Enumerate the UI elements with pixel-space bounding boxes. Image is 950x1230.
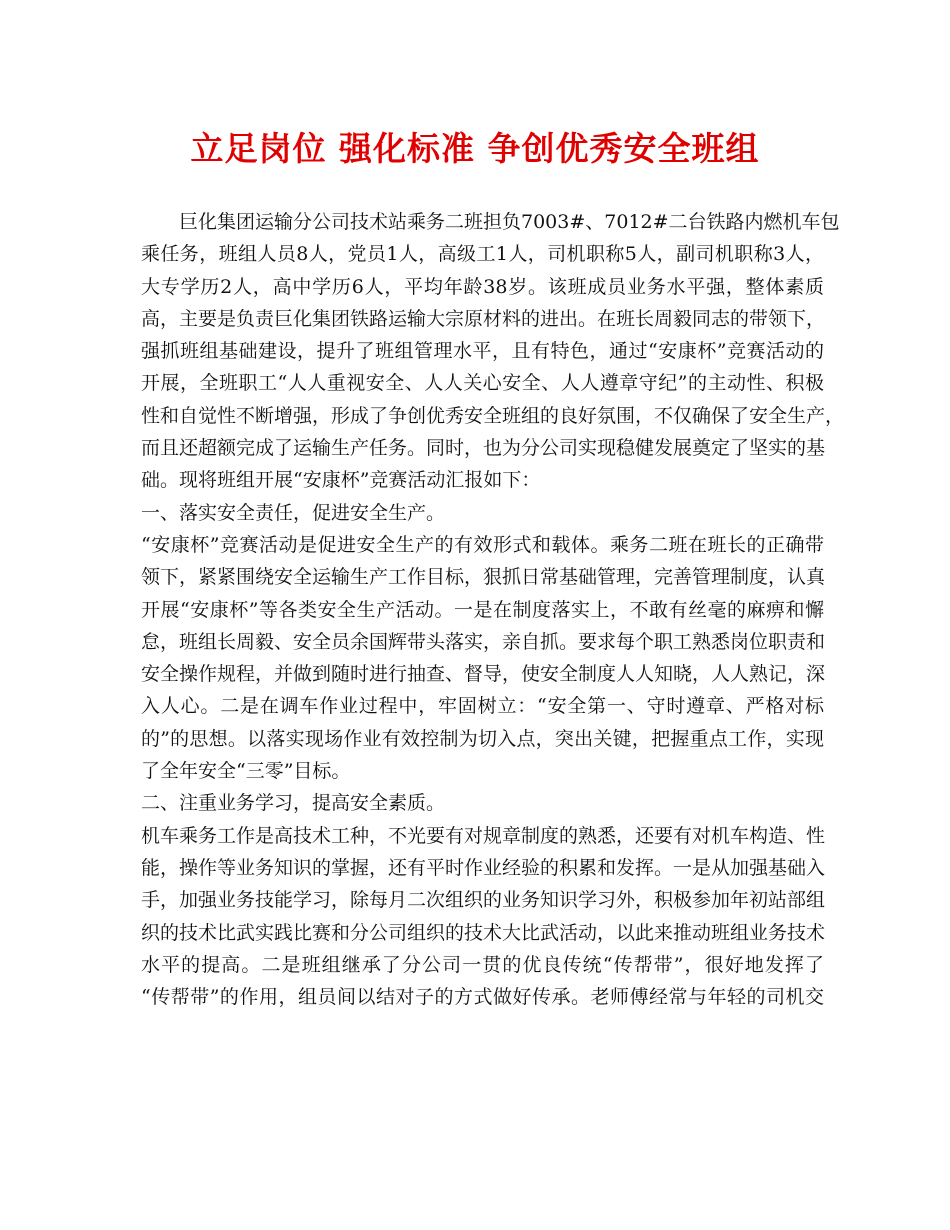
document-body <box>141 206 845 1013</box>
paragraph-line: 水平的提高。二是班组继承了分公司一贯的优良传统“传帮带”，很好地发挥了 <box>141 953 824 976</box>
paragraph-line: 安全操作规程，并做到随时进行抽查、督导，使安全制度人人知晓，人人熟记，深 <box>141 663 826 686</box>
paragraph-line: 怠，班组长周毅、安全员余国辉带头落实，亲自抓。要求每个职工熟悉岗位职责和 <box>141 630 826 653</box>
paragraph-line: 机车乘务工作是高技术工种，不光要有对规章制度的熟悉，还要有对机车构造、性 <box>141 824 826 847</box>
paragraph-line: 高，主要是负责巨化集团铁路运输大宗原材料的进出。在班长周毅同志的带领下， <box>141 307 826 330</box>
paragraph-line: 织的技术比武实践比赛和分公司组织的技术大比武活动，以此来推动班组业务技术 <box>141 921 826 944</box>
paragraph-line: 领下，紧紧围绕安全运输生产工作目标，狠抓日常基础管理，完善管理制度，认真 <box>141 566 826 589</box>
paragraph-line: 础。现将班组开展“安康杯”竞赛活动汇报如下： <box>141 469 541 492</box>
paragraph-line: 巨化集团运输分公司技术站乘务二班担负7003#、7012#二台铁路内燃机车包 <box>179 211 840 233</box>
paragraph-line: 的”的思想。以落实现场作业有效控制为切入点，突出关键，把握重点工作，实现 <box>141 727 824 750</box>
paragraph-line: 强抓班组基础建设，提升了班组管理水平，且有特色，通过“安康杯”竞赛活动的 <box>141 340 824 363</box>
paragraph-line: 大专学历2人，高中学历6人，平均年龄38岁。该班成员业务水平强，整体素质 <box>141 275 824 298</box>
section-heading: 一、落实安全责任，促进安全生产。 <box>141 501 446 524</box>
paragraph-line: 能，操作等业务知识的掌握，还有平时作业经验的积累和发挥。一是从加强基础入 <box>141 856 826 879</box>
section-heading: 二、注重业务学习，提高安全素质。 <box>141 792 446 815</box>
paragraph-line: 手，加强业务技能学习，除每月二次组织的业务知识学习外，积极参加年初站部组 <box>141 889 826 912</box>
paragraph-line: “安康杯”竞赛活动是促进安全生产的有效形式和载体。乘务二班在班长的正确带 <box>141 533 824 556</box>
paragraph-line: 开展“安康杯”等各类安全生产活动。一是在制度落实上，不敢有丝毫的麻痹和懈 <box>141 598 824 621</box>
paragraph-line: 乘任务，班组人员8人，党员1人，高级工1人，司机职称5人，副司机职称3人， <box>141 243 824 266</box>
paragraph-line: 了全年安全“三零”目标。 <box>141 760 351 783</box>
paragraph-line: 性和自觉性不断增强，形成了争创优秀安全班组的良好氛围，不仅确保了安全生产， <box>141 404 845 427</box>
paragraph-line: 入人心。二是在调车作业过程中，牢固树立：“安全第一、守时遵章、严格对标 <box>141 695 824 718</box>
paragraph-line: 而且还超额完成了运输生产任务。同时，也为分公司实现稳健发展奠定了坚实的基 <box>141 437 826 460</box>
document-title: 立足岗位 强化标准 争创优秀安全班组 <box>190 129 760 168</box>
paragraph-line: 开展，全班职工“人人重视安全、人人关心安全、人人遵章守纪”的主动性、积极 <box>141 372 824 395</box>
paragraph-line: “传帮带”的作用，组员间以结对子的方式做好传承。老师傅经常与年轻的司机交 <box>141 986 824 1009</box>
